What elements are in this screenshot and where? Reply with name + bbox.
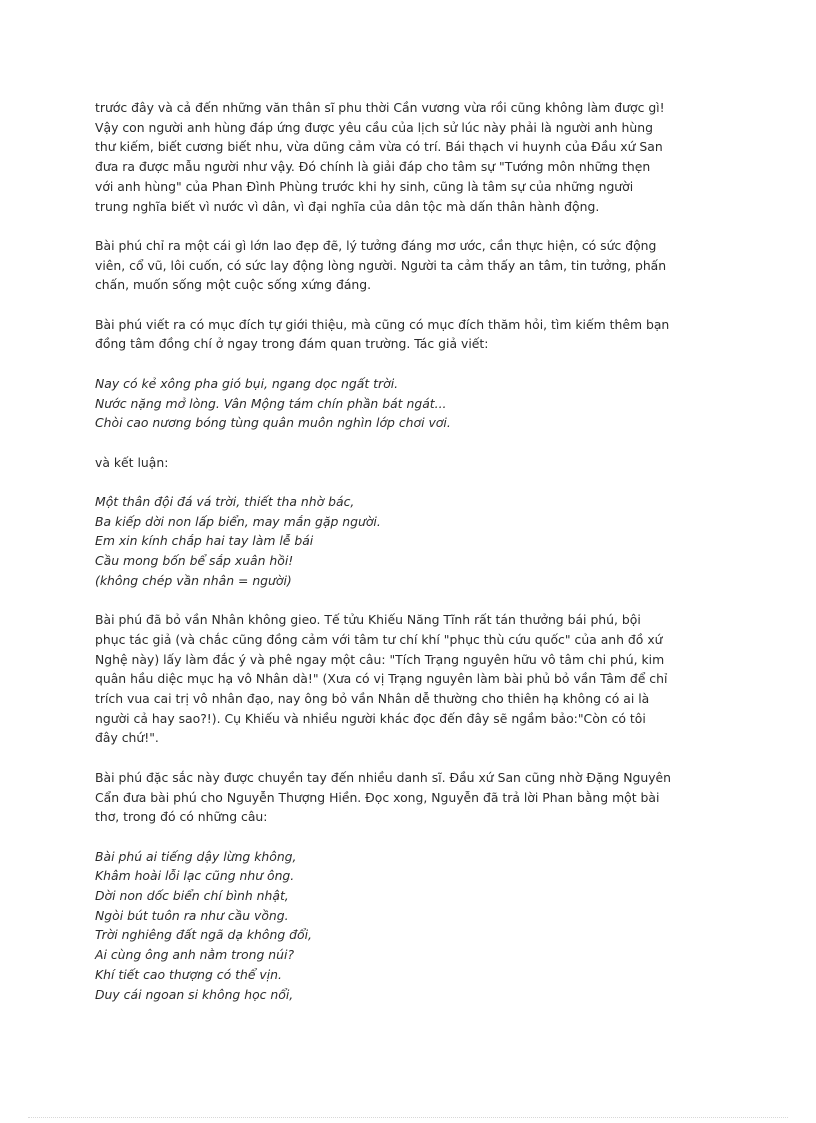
- text-line: thư kiếm, biết cương biết nhu, vừa dũng cảm vừa có trí. Bái thạch vi huynh của Đầu xứ San: [95, 139, 663, 155]
- verse-line: Em xin kính chắp hai tay làm lễ bái: [95, 533, 314, 549]
- verse-line: Ai cùng ông anh nằm trong núi?: [95, 947, 295, 963]
- page-bottom-divider: [28, 1117, 788, 1118]
- paragraph: [95, 610, 735, 748]
- text-line: thơ, trong đó có những câu:: [95, 809, 268, 825]
- paragraph: [95, 453, 735, 473]
- text-line: Bài phú chỉ ra một cái gì lớn lao đẹp đẽ, lý tưởng đáng mơ ước, cần thực hiện, có sức động: [95, 237, 657, 253]
- verse-line: Bài phú ai tiếng dậy lừng không,: [95, 848, 297, 864]
- verse-line: Nước nặng mở lòng. Vân Mộng tám chín phần bát ngát...: [95, 395, 447, 411]
- text-line: Bài phú đã bỏ vần Nhân không gieo. Tế tửu Khiếu Năng Tĩnh rất tán thưởng bái phú, bội: [95, 612, 641, 628]
- text-line: đồng tâm đồng chí ở ngay trong đám quan trường. Tác giả viết:: [95, 336, 489, 352]
- verse-line: Khâm hoài lỗi lạc cũng như ông.: [95, 868, 295, 884]
- text-line: đưa ra được mẫu người như vậy. Đó chính là giải đáp cho tâm sự "Tướng môn những thẹn: [95, 159, 651, 175]
- verse-line: Một thân đội đá vá trời, thiết tha nhờ bác,: [95, 493, 355, 509]
- text-line: Bài phú đặc sắc này được chuyền tay đến nhiều danh sĩ. Đầu xứ San cũng nhờ Đặng Nguyên: [95, 769, 672, 785]
- verse-line: Trời nghiêng đất ngã dạ không đổi,: [95, 927, 312, 943]
- verse-line: Duy cái ngoan si không học nổi,: [95, 986, 294, 1002]
- paragraph: [95, 768, 735, 827]
- verse-line: Chòi cao nương bóng tùng quân muôn nghìn lớp chơi vơi.: [95, 415, 451, 431]
- paragraph: [95, 315, 735, 354]
- text-line: trích vua cai trị vô nhân đạo, nay ông bỏ vần Nhân dễ thường cho thiên hạ không có ai là: [95, 691, 650, 706]
- text-line: phục tác giả (và chắc cũng đồng cảm với tâm tư chí khí "phục thù cứu quốc" của anh đồ xứ: [95, 631, 663, 647]
- verse-quote: [95, 847, 735, 1005]
- text-line: Nghệ này) lấy làm đắc ý và phê ngay một câu: "Tích Trạng nguyên hữu vô tâm chi phú, kim: [95, 651, 665, 667]
- verse-line: Ngòi bút tuôn ra như cầu vồng.: [95, 907, 289, 923]
- paragraph: [95, 236, 735, 295]
- verse-quote: [95, 492, 735, 591]
- document-body: [95, 98, 735, 1024]
- text-line: đây chứ!".: [95, 730, 159, 746]
- text-line: Cẩn đưa bài phú cho Nguyễn Thượng Hiền. Đọc xong, Nguyễn đã trả lời Phan bằng một bài: [95, 789, 660, 805]
- verse-line: Nay có kẻ xông pha gió bụi, ngang dọc ngất trời.: [95, 375, 399, 391]
- paragraph: [95, 98, 735, 216]
- text-line: người cả hay sao?!). Cụ Khiếu và nhiều người khác đọc đến đây sẽ ngầm bảo:"Còn có tôi: [95, 710, 646, 726]
- text-line: trước đây và cả đến những văn thân sĩ phu thời Cần vương vừa rồi cũng không làm được gì!: [95, 100, 665, 115]
- verse-line: Dời non dốc biển chí bình nhật,: [95, 888, 289, 903]
- text-line: trung nghĩa biết vì nước vì dân, vì đại nghĩa của dân tộc mà dấn thân hành động.: [95, 198, 600, 214]
- verse-line: Khí tiết cao thượng có thể vịn.: [95, 966, 282, 982]
- text-line: quân hầu diệc mục hạ vô Nhân dà!" (Xưa có vị Trạng nguyên làm bài phủ bỏ vần Tâm để chỉ: [95, 671, 668, 687]
- verse-quote: [95, 374, 735, 433]
- verse-line: (không chép vần nhân = người): [95, 572, 292, 588]
- text-line: với anh hùng" của Phan Đình Phùng trước khi hy sinh, cũng là tâm sự của những người: [95, 178, 634, 194]
- text-line: viên, cổ vũ, lôi cuốn, có sức lay động lòng người. Người ta cảm thấy an tâm, tin tưởng, phấn: [95, 257, 667, 273]
- text-line: chấn, muốn sống một cuộc sống xứng đáng.: [95, 277, 372, 293]
- verse-line: Cầu mong bốn bể sắp xuân hồi!: [95, 553, 294, 569]
- text-line: Bài phú viết ra có mục đích tự giới thiệu, mà cũng có mục đích thăm hỏi, tìm kiếm thêm bạn: [95, 316, 670, 332]
- verse-line: Ba kiếp dời non lấp biển, may mắn gặp người.: [95, 513, 381, 529]
- text-line: và kết luận:: [95, 454, 169, 470]
- text-line: Vậy con người anh hùng đáp ứng được yêu cầu của lịch sử lúc này phải là người anh hùng: [95, 119, 653, 135]
